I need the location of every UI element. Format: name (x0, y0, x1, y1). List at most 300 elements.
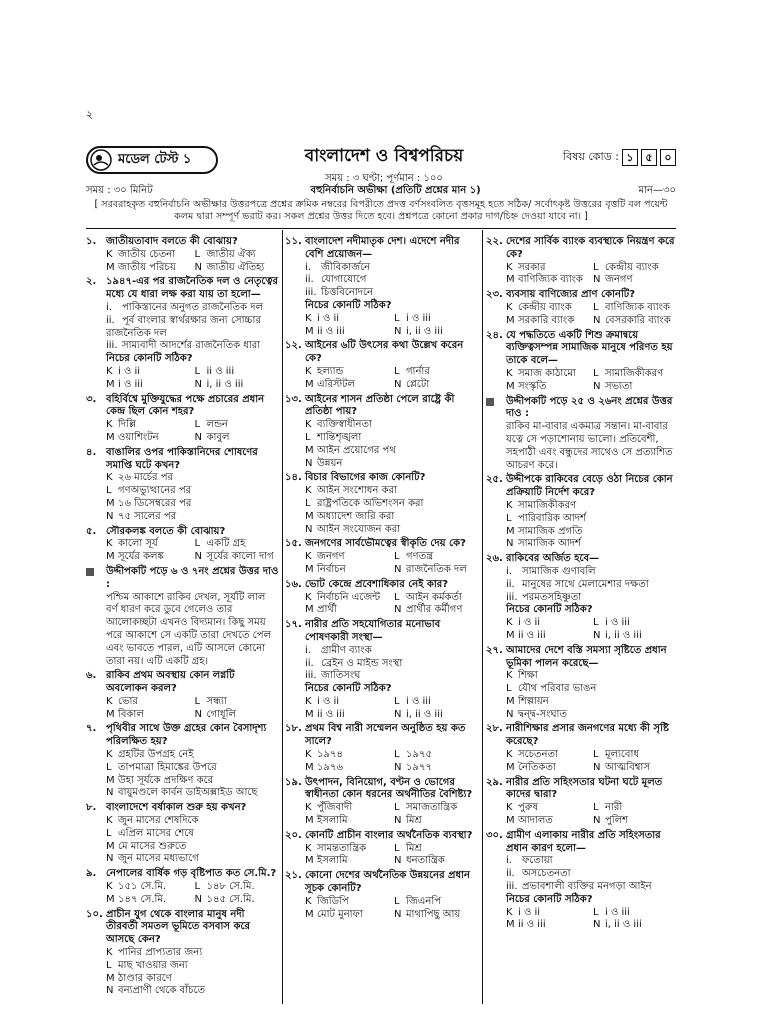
option-text: আইন সংযোজন করা (317, 523, 401, 535)
statement-numeral: ii. (506, 578, 515, 590)
answer-option[interactable] (305, 709, 390, 722)
question-block (86, 394, 279, 445)
column-divider (482, 230, 483, 1004)
answer-option[interactable] (195, 419, 280, 432)
answer-option[interactable] (593, 802, 676, 815)
answer-option[interactable] (394, 551, 479, 564)
statement-numeral: iii. (106, 340, 118, 352)
answer-option[interactable] (305, 855, 390, 868)
question (285, 777, 479, 803)
question-prompt: নিচের কোনটি সঠিক? (305, 299, 392, 311)
answer-option[interactable] (106, 485, 279, 498)
answer-option[interactable] (506, 262, 589, 275)
answer-option[interactable] (305, 551, 390, 564)
answer-option[interactable] (106, 472, 279, 485)
answer-option[interactable] (106, 749, 279, 762)
answer-option[interactable] (305, 592, 390, 605)
option-letter: M (506, 919, 515, 931)
option-text: গণতন্ত্র (406, 551, 434, 563)
answer-options (486, 802, 676, 828)
answer-option[interactable] (394, 802, 479, 815)
answer-option[interactable] (106, 894, 191, 907)
question (486, 723, 676, 749)
subject-code-digit: ৫ (641, 149, 657, 166)
answer-option[interactable] (506, 919, 589, 932)
question (285, 236, 479, 262)
answer-option[interactable] (506, 683, 676, 696)
question (285, 870, 479, 896)
option-letter: L (194, 248, 201, 260)
answer-option[interactable] (106, 828, 279, 841)
option-text: ১৯৭৭ (406, 761, 432, 773)
option-letter: M (305, 563, 314, 575)
answer-option[interactable] (506, 815, 589, 828)
option-letter: K (305, 312, 312, 324)
option-letter: K (305, 895, 312, 907)
answer-option[interactable] (305, 432, 479, 445)
statement-item (285, 262, 479, 275)
answer-option[interactable] (106, 853, 279, 866)
statement-text: মানুষের সাথে মেলামেশার দক্ষতা (522, 578, 649, 590)
option-text: শান্তিশৃঙ্খলা (317, 431, 362, 443)
statement-numeral: iii. (506, 591, 518, 603)
answer-option[interactable] (394, 366, 479, 379)
answer-option[interactable] (106, 551, 191, 564)
option-letter: L (106, 485, 112, 497)
answer-option[interactable] (305, 419, 479, 432)
answer-option[interactable] (593, 762, 676, 775)
option-text: পুলিশ (605, 815, 629, 827)
answer-option[interactable] (106, 985, 279, 998)
answer-option[interactable] (394, 896, 479, 909)
answer-option[interactable] (305, 524, 479, 537)
answer-option[interactable] (305, 366, 390, 379)
question (86, 447, 279, 473)
option-text: মিশ্র (406, 815, 422, 827)
stimulus-block (486, 396, 676, 473)
answer-option[interactable] (506, 513, 676, 526)
answer-option[interactable] (305, 445, 479, 458)
statement-text: চিত্তবিনোদনে (321, 287, 373, 299)
option-text: শিক্ষা (518, 670, 538, 682)
answer-option[interactable] (106, 419, 191, 432)
answer-option[interactable] (593, 381, 676, 394)
answer-options (285, 896, 479, 922)
option-letter: M (305, 444, 314, 456)
option-text: এপ্রিল মাসের শেষে (118, 827, 194, 839)
option-letter: K (506, 906, 513, 918)
answer-option[interactable] (593, 815, 676, 828)
badge-label: মডেল টেস্ট ১ (118, 151, 192, 167)
answer-option[interactable] (305, 896, 390, 909)
answer-options (86, 538, 279, 564)
answer-option[interactable] (394, 379, 479, 392)
statement-text: সাম্যবাদী আদর্শের রাজনৈতিক ধারা (122, 340, 261, 352)
answer-option[interactable] (506, 696, 676, 709)
option-letter: L (394, 695, 400, 707)
answer-option[interactable] (106, 960, 279, 973)
answer-option[interactable] (106, 432, 191, 445)
question-block (486, 645, 676, 722)
statement-item (285, 287, 479, 300)
answer-option[interactable] (195, 249, 280, 262)
option-letter: L (106, 827, 112, 839)
question-number: ১০. (86, 908, 103, 920)
question-text: বিচার বিভাগের কাজ কোনটি? (305, 472, 426, 484)
option-text: ii ও iii (317, 708, 345, 720)
question-number: ১৩. (285, 393, 302, 405)
answer-option[interactable] (305, 604, 390, 617)
statement-text: জীবিকার্জনে (321, 261, 371, 273)
answer-option[interactable] (394, 709, 479, 722)
answer-option[interactable] (394, 696, 479, 709)
question-number: ২৮. (486, 723, 503, 735)
question-text: প্রথম বিশ্ব নারী সম্মেলন অনুষ্ঠিত হয় কত সালে? (305, 723, 466, 748)
question-text: আমাদের দেশে বস্তি সমস্যা সৃষ্টিতে প্রধান ভূমিকা পালন করেছে— (506, 644, 667, 669)
question (285, 394, 479, 420)
question-prompt: নিচের কোনটি সঠিক? (305, 683, 392, 695)
option-text: দ্বন্দ্ব-সংঘাত (518, 708, 567, 720)
answer-option[interactable] (394, 843, 479, 856)
question-block (86, 868, 279, 906)
option-letter: L (194, 538, 201, 550)
stimulus-text (506, 396, 676, 473)
option-text: আইন সংশোধন করা (317, 485, 397, 497)
option-text: i ও ii (317, 312, 340, 324)
statement-item (285, 658, 479, 671)
option-text: নৈতিকতা (518, 761, 556, 773)
answer-option[interactable] (506, 762, 589, 775)
answer-option[interactable] (305, 696, 390, 709)
answer-option[interactable] (506, 381, 589, 394)
question-text: ব্যবসায় বাণিজ্যের প্রাণ কোনটি? (506, 289, 636, 301)
answer-option[interactable] (593, 274, 676, 287)
option-text: সামাজিক প্রগতি (518, 525, 583, 537)
option-letter: L (593, 367, 599, 379)
question-text: নারীশিক্ষার প্রসার জনগণের মধ্যে কী সৃষ্টি করেছে? (506, 723, 669, 748)
answer-option[interactable] (106, 696, 191, 709)
answer-options (486, 500, 676, 551)
option-letter: K (305, 749, 312, 761)
statement-item (86, 302, 279, 315)
stimulus (486, 396, 676, 473)
answer-option[interactable] (593, 368, 676, 381)
option-letter: M (506, 314, 515, 326)
option-text: সরকার (518, 261, 546, 273)
answer-option[interactable] (195, 262, 280, 275)
option-text: যৌথ পরিবার ভাঙন (518, 683, 597, 695)
answer-option[interactable] (305, 511, 479, 524)
statement-numeral: ii. (106, 314, 115, 326)
option-text: প্লেটো (406, 378, 430, 390)
answer-option[interactable] (394, 604, 479, 617)
question-number: ৩০. (486, 829, 503, 841)
answer-option[interactable] (305, 802, 390, 815)
answer-option[interactable] (305, 313, 390, 326)
option-letter: N (194, 378, 202, 390)
answer-option[interactable] (506, 802, 589, 815)
option-letter: N (506, 538, 514, 550)
answer-option[interactable] (394, 749, 479, 762)
option-letter: L (506, 683, 512, 695)
option-text: ii ও iii (518, 629, 546, 641)
question (86, 526, 279, 539)
option-letter: N (394, 761, 402, 773)
answer-options (86, 815, 279, 866)
option-letter: M (106, 893, 115, 905)
question-text: আইনের শাসন প্রতিষ্ঠা পেলে রাষ্ট্রে কী প্রতিষ্ঠা পায়? (305, 393, 455, 418)
answer-option[interactable] (305, 749, 390, 762)
answer-option[interactable] (506, 617, 589, 630)
statement-item (486, 855, 676, 868)
answer-option[interactable] (593, 262, 676, 275)
option-letter: M (506, 525, 515, 537)
question-number: ১৫. (285, 538, 302, 550)
option-letter: N (106, 787, 114, 799)
option-text: i ও iii (118, 378, 143, 390)
answer-option[interactable] (593, 630, 676, 643)
answer-options (285, 366, 479, 392)
answer-option[interactable] (305, 379, 390, 392)
answer-option[interactable] (506, 315, 589, 328)
question-block (486, 330, 676, 394)
option-text: i ও iii (605, 617, 630, 629)
option-letter: L (194, 881, 201, 893)
option-letter: M (305, 325, 314, 337)
question-number: ১৪. (285, 472, 302, 484)
answer-option[interactable] (394, 313, 479, 326)
answer-option[interactable] (506, 907, 589, 920)
answer-option[interactable] (305, 498, 479, 511)
answer-option[interactable] (394, 326, 479, 339)
answer-option[interactable] (305, 326, 390, 339)
answer-option[interactable] (506, 274, 589, 287)
option-text: ভোর (118, 695, 138, 707)
answer-option[interactable] (506, 368, 589, 381)
question-column-1 (86, 234, 279, 1004)
option-text: উন্নয়ন (317, 457, 343, 469)
question (86, 670, 279, 696)
answer-option[interactable] (305, 762, 390, 775)
answer-option[interactable] (506, 302, 589, 315)
question-block (86, 276, 279, 391)
answer-option[interactable] (593, 617, 676, 630)
answer-option[interactable] (106, 538, 191, 551)
question-number: ১১. (285, 236, 302, 247)
option-text: একটি গ্রহ (206, 538, 246, 550)
answer-option[interactable] (593, 749, 676, 762)
answer-option[interactable] (106, 498, 279, 511)
answer-option[interactable] (195, 379, 280, 392)
answer-option[interactable] (593, 907, 676, 920)
answer-options (86, 419, 279, 445)
question-block (486, 723, 676, 774)
answer-option[interactable] (394, 762, 479, 775)
option-letter: M (305, 510, 314, 522)
answer-options (86, 366, 279, 392)
option-letter: N (394, 815, 402, 827)
option-letter: L (194, 365, 201, 377)
question-number: ১২. (285, 340, 302, 352)
statement-numeral: ii. (305, 657, 314, 669)
question-number: ২৭. (486, 644, 503, 656)
section-title: বহুনির্বাচনি অভীক্ষা (প্রতিটি প্রশ্নের মান ১) (310, 185, 481, 196)
answer-option[interactable] (305, 815, 390, 828)
answer-option[interactable] (305, 458, 479, 471)
answer-options (486, 302, 676, 328)
answer-option[interactable] (506, 670, 676, 683)
option-text: i, ii ও iii (206, 378, 244, 390)
question-text: বাংলাদেশ নদীমাতৃক দেশ। এদেশে নদীর বেশি প্রয়োজন— (305, 236, 460, 260)
question-block (486, 289, 676, 327)
answer-option[interactable] (195, 366, 280, 379)
statement-numeral: ii. (305, 274, 314, 286)
option-letter: M (305, 908, 314, 920)
option-letter: M (305, 604, 314, 616)
option-letter: K (305, 365, 312, 377)
answer-option[interactable] (593, 315, 676, 328)
section-time: সময় : ৩০ মিনিট (86, 185, 153, 196)
answer-option[interactable] (106, 787, 279, 800)
answer-option[interactable] (106, 762, 279, 775)
answer-option[interactable] (106, 366, 191, 379)
answer-options (86, 947, 279, 998)
answer-option[interactable] (106, 262, 191, 275)
answer-option[interactable] (305, 909, 390, 922)
stimulus-body: রাকিব মা-বাবার একমাত্র সন্তান। মা-বাবার যত্নে সে পড়াশোনায় ভালো। প্রতিবেশী, সহপাঠী এবং বন্ধুদের সাথেও সে প্রত্যাশিত আচরণ করে। (506, 421, 673, 471)
option-letter: K (506, 617, 513, 629)
instructions: [ সরবরাহকৃত বহুনির্বাচনি অভীক্ষার উত্তরপত্রে প্রশ্নের ক্রমিক নম্বরের বিপরীতে প্রদত্ত বর্ণসংবলিত বৃত্তসমূহ হতে সঠিক/ সর্বোৎকৃষ্ট উত্তরের বৃত্তটি বল পয়েন্ট কলম দ্বারা সম্পূর্ণ ভরাট কর। সকল প্রশ্নের উত্তর দিতে হবে। প্রশ্নপত্রে কোনো প্রকার দাগ/চিহ্ন দেওয়া যাবে না। ] (94, 199, 668, 223)
answer-option[interactable] (195, 538, 280, 551)
answer-option[interactable] (506, 709, 676, 722)
answer-option[interactable] (195, 709, 280, 722)
statement-item (486, 579, 676, 592)
option-letter: K (106, 947, 113, 959)
option-text: জাতীয় পরিচয় (118, 261, 176, 273)
question-number: ২২. (486, 236, 503, 247)
option-letter: K (106, 365, 113, 377)
question (86, 276, 279, 302)
answer-option[interactable] (106, 249, 191, 262)
answer-option[interactable] (195, 432, 280, 445)
option-letter: L (506, 512, 512, 524)
option-letter: N (106, 510, 114, 522)
option-text: ৭৫ সালের পর (118, 510, 177, 522)
option-letter: L (394, 551, 400, 563)
option-letter: K (106, 538, 113, 550)
answer-option[interactable] (195, 696, 280, 709)
answer-option[interactable] (394, 592, 479, 605)
answer-option[interactable] (593, 302, 676, 315)
option-text: শিল্পায়ন (518, 695, 549, 707)
answer-option[interactable] (506, 538, 676, 551)
answer-option[interactable] (106, 379, 191, 392)
answer-option[interactable] (394, 855, 479, 868)
answer-option[interactable] (394, 815, 479, 828)
answer-option[interactable] (106, 775, 279, 788)
answer-option[interactable] (506, 749, 589, 762)
question-block (285, 579, 479, 617)
option-text: মে মাসের শুরুতে (118, 840, 187, 852)
answer-option[interactable] (195, 881, 280, 894)
question-text: ভোট কেন্দ্রে প্রবেশাধিকার নেই কার? (305, 578, 449, 590)
answer-option[interactable] (394, 564, 479, 577)
question (86, 909, 279, 947)
option-text: সংস্কৃতি (518, 380, 547, 392)
option-text: লন্ডন (206, 419, 228, 431)
option-letter: L (593, 261, 599, 273)
option-text: পানির প্রাপ্যতার জন্য (118, 947, 203, 959)
option-letter: L (305, 497, 311, 509)
answer-option[interactable] (106, 881, 191, 894)
answer-option[interactable] (195, 551, 280, 564)
option-text: মিশ্র (406, 842, 422, 854)
answer-option[interactable] (305, 485, 479, 498)
stimulus-body: পশ্চিম আকাশে রাকিব দেখল, সূর্যটি লাল বর্ণ ধারণ করে ডুবে গেলেও তার আলোকচ্ছটা এখনও বিদ্যমান। কিছু সময় পরে আকাশে সে একটি তারা দেখতে পেল এবং ভাবতে পারল, এটি আসলে কোনো তারা নয়। এটি একটি গ্রহ। (106, 591, 271, 667)
option-letter: N (106, 853, 114, 865)
option-text: বাণিজ্যিক ব্যাংক (605, 301, 670, 313)
option-letter: N (593, 274, 601, 286)
option-letter: K (106, 472, 113, 484)
option-letter: M (305, 708, 314, 720)
answer-option[interactable] (593, 919, 676, 932)
answer-option[interactable] (195, 894, 280, 907)
question-text: উদ্দীপকে রাকিবের বেড়ে ওঠা নিচের কোন প্রক্রিয়াটি নির্দেশ করে? (506, 474, 673, 499)
option-text: পুরুষ (518, 802, 538, 814)
statement-numeral: i. (305, 644, 311, 656)
option-letter: K (305, 551, 312, 563)
answer-option[interactable] (106, 709, 191, 722)
question-text: কোনটি প্রাচীন বাংলার অর্থনৈতিক ব্যবস্থা? (305, 829, 473, 841)
answer-option[interactable] (506, 526, 676, 539)
answer-option[interactable] (106, 841, 279, 854)
option-text: সামাজিকীকরণ (605, 367, 664, 379)
question (86, 802, 279, 815)
answer-option[interactable] (305, 564, 390, 577)
question (486, 236, 676, 262)
question-number: ২৪. (486, 329, 503, 341)
question-block (285, 236, 479, 338)
answer-option[interactable] (106, 947, 279, 960)
answer-option[interactable] (106, 511, 279, 524)
question (86, 868, 279, 881)
option-letter: N (593, 380, 601, 392)
question-number: ৮. (86, 802, 97, 814)
answer-option[interactable] (506, 500, 676, 513)
option-letter: K (506, 499, 513, 511)
statement-text: জাতিসংঘ (321, 670, 361, 682)
question-number: ২. (86, 276, 97, 288)
subject-code-digit: ১ (622, 149, 638, 166)
answer-option[interactable] (394, 909, 479, 922)
statement-item (486, 881, 676, 894)
question-text: নারীর প্রতি সহিংসতার ঘটনা ঘটে মূলত কাদের দ্বারা? (506, 776, 663, 801)
section-header (86, 185, 676, 198)
answer-option[interactable] (305, 843, 390, 856)
option-text: আইন কর্মকর্তা (406, 591, 462, 603)
answer-options (285, 802, 479, 828)
answer-options (486, 670, 676, 721)
question-number: ২১. (285, 870, 302, 882)
option-letter: K (305, 485, 312, 497)
question-number: ২০. (285, 829, 302, 841)
answer-option[interactable] (506, 630, 589, 643)
option-letter: L (593, 906, 599, 918)
answer-option[interactable] (106, 973, 279, 986)
statement-text: যোগাযোগে (321, 274, 367, 286)
answer-option[interactable] (106, 815, 279, 828)
statement-numeral: i. (106, 301, 112, 313)
